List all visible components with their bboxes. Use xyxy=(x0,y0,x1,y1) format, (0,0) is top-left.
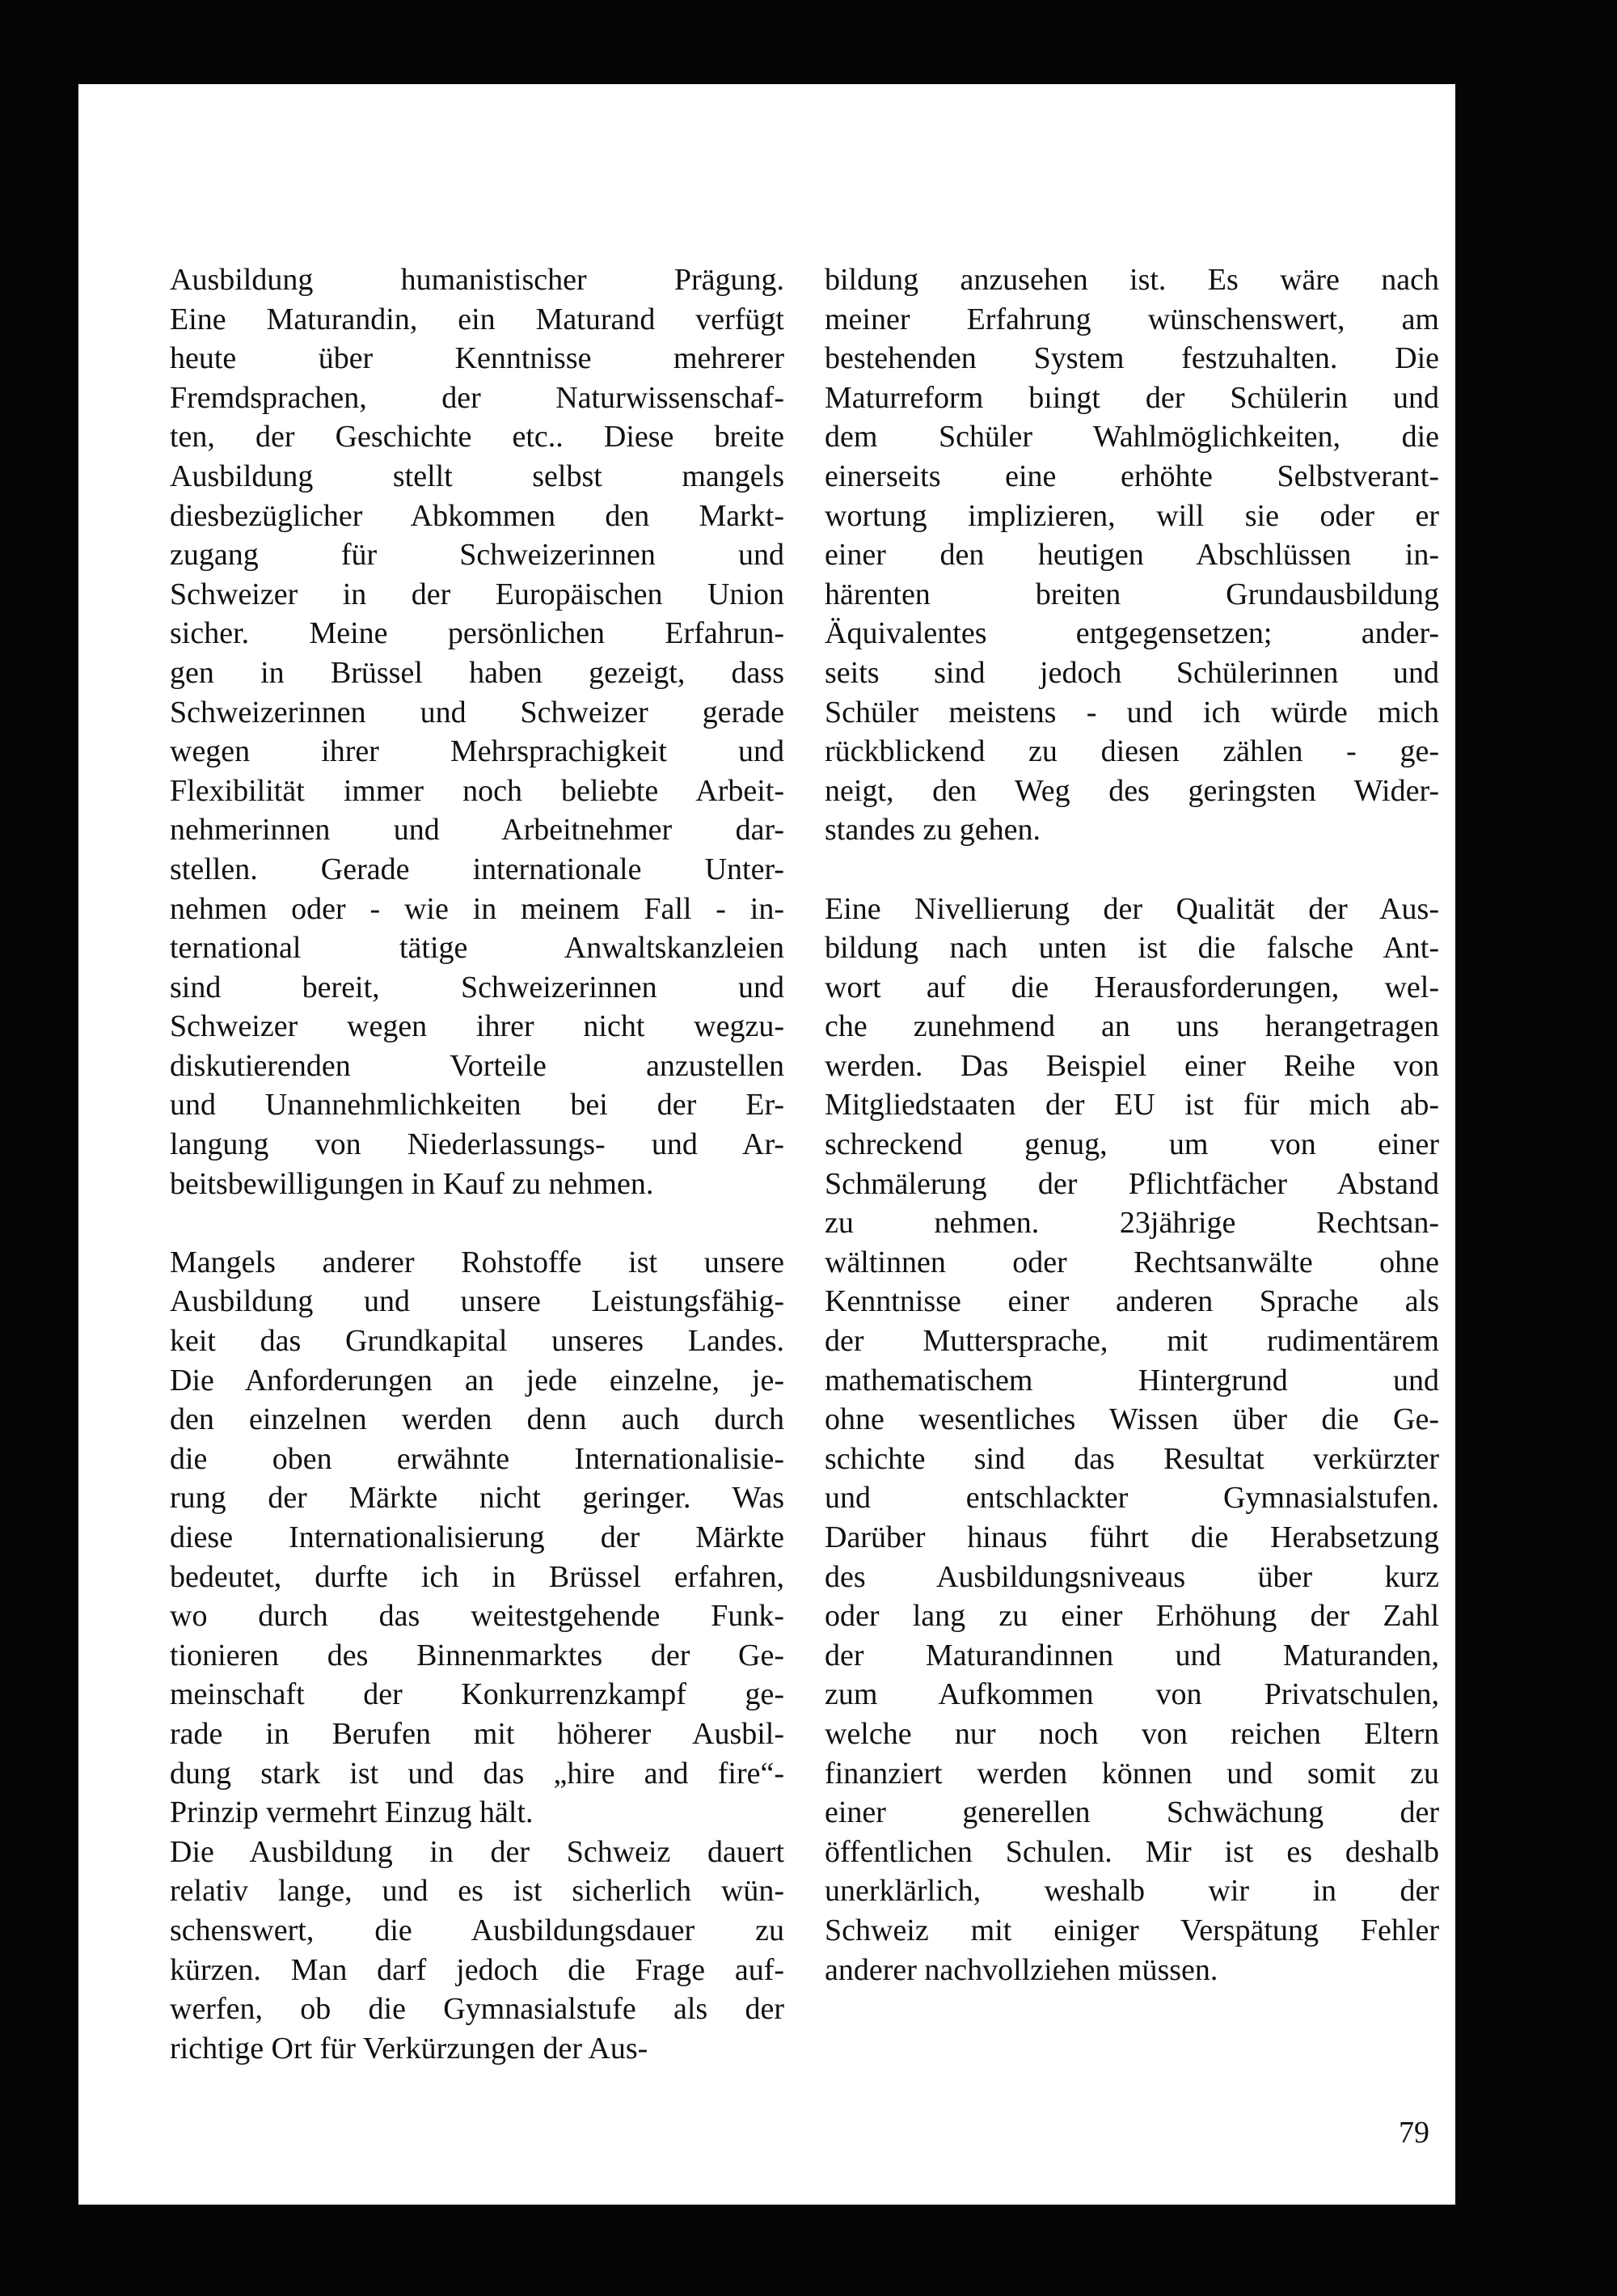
text-line: relativ lange, und es ist sicherlich wün- xyxy=(170,1874,784,1909)
text-line: rung der Märkte nicht geringer. Was xyxy=(170,1481,784,1516)
paragraph xyxy=(170,1833,784,2069)
text-line: rückblickend zu diesen zählen - ge- xyxy=(825,734,1439,769)
text-line: Maturreform bıingt der Schülerin und xyxy=(825,380,1439,415)
text-line: kürzen. Man darf jedoch die Frage auf- xyxy=(170,1952,784,1987)
text-line: ohne wesentliches Wissen über die Ge- xyxy=(825,1402,1439,1437)
text-line: che zunehmend an uns herangetragen xyxy=(825,1009,1439,1044)
text-line: heute über Kenntnisse mehrerer xyxy=(170,341,784,376)
text-line: die oben erwähnte Internationalisie- xyxy=(170,1441,784,1476)
text-line: Fremdsprachen, der Naturwissenschaf- xyxy=(170,380,784,415)
text-line: Schmälerung der Pflichtfächer Abstand xyxy=(825,1166,1439,1201)
text-line: dung stark ist und das „hire and fire“- xyxy=(170,1756,784,1791)
text-line: schichte sind das Resultat verkürzter xyxy=(825,1441,1439,1476)
paragraph xyxy=(825,260,1439,850)
text-line: mathematischem Hintergrund und xyxy=(825,1363,1439,1397)
text-line: einer den heutigen Abschlüssen in- xyxy=(825,538,1439,573)
text-line: schenswert, die Ausbildungsdauer zu xyxy=(170,1913,784,1947)
text-line: seits sind jedoch Schülerinnen und xyxy=(825,655,1439,690)
right-column xyxy=(825,260,1439,1989)
text-line: wältinnen oder Rechtsanwälte ohne xyxy=(825,1245,1439,1279)
text-line: Schweizer wegen ihrer nicht wegzu- xyxy=(170,1009,784,1044)
text-line: werden. Das Beispiel einer Reihe von xyxy=(825,1048,1439,1083)
text-line: bedeutet, durfte ich in Brüssel erfahren, xyxy=(170,1559,784,1594)
text-line: langung von Niederlassungs- und Ar- xyxy=(170,1127,784,1162)
text-line: werfen, ob die Gymnasialstufe als der xyxy=(170,1992,784,2027)
text-line: und Unannehmlichkeiten bei der Er- xyxy=(170,1088,784,1123)
text-line: einerseits eine erhöhte Selbstverant- xyxy=(825,459,1439,493)
text-line: anderer nachvollziehen müssen. xyxy=(825,1952,1218,1987)
document-page xyxy=(78,84,1455,2205)
text-line: Flexibilität immer noch beliebte Arbeit- xyxy=(170,773,784,808)
text-line: Schweiz mit einiger Verspätung Fehler xyxy=(825,1913,1439,1947)
text-line: Ausbildung und unsere Leistungsfähig- xyxy=(170,1284,784,1319)
paragraph-spacer xyxy=(825,850,1439,890)
text-line: sind bereit, Schweizerinnen und xyxy=(170,970,784,1004)
text-line: meiner Erfahrung wünschenswert, am xyxy=(825,302,1439,336)
text-line: sicher. Meine persönlichen Erfahrun- xyxy=(170,616,784,651)
text-line: dem Schüler Wahlmöglichkeiten, die xyxy=(825,420,1439,455)
text-line: härenten breiten Grundausbildung xyxy=(825,577,1439,611)
text-line: beitsbewilligungen in Kauf zu nehmen. xyxy=(170,1166,654,1201)
text-line: finanziert werden können und somit zu xyxy=(825,1756,1439,1791)
text-line: wo durch das weitestgehende Funk- xyxy=(170,1599,784,1634)
text-line: standes zu gehen. xyxy=(825,813,1041,848)
text-line: diese Internationalisierung der Märkte xyxy=(170,1520,784,1554)
text-line: Schweizer in der Europäischen Union xyxy=(170,577,784,611)
text-line: Eine Nivellierung der Qualität der Aus- xyxy=(825,891,1439,926)
text-line: zum Aufkommen von Privatschulen, xyxy=(825,1677,1439,1712)
text-line: schreckend genug, um von einer xyxy=(825,1127,1439,1162)
text-line: öffentlichen Schulen. Mir ist es deshalb xyxy=(825,1834,1439,1869)
text-line: zugang für Schweizerinnen und xyxy=(170,538,784,573)
text-line: des Ausbildungsniveaus über kurz xyxy=(825,1559,1439,1594)
paragraph xyxy=(170,260,784,1203)
text-line: welche nur noch von reichen Eltern xyxy=(825,1716,1439,1751)
text-line: zu nehmen. 23jährige Rechtsan- xyxy=(825,1206,1439,1241)
text-line: den einzelnen werden denn auch durch xyxy=(170,1402,784,1437)
text-line: und entschlackter Gymnasialstufen. xyxy=(825,1481,1439,1516)
text-line: einer generellen Schwächung der xyxy=(825,1795,1439,1830)
text-line: bildung anzusehen ist. Es wäre nach xyxy=(825,263,1439,297)
text-line: tionieren des Binnenmarktes der Ge- xyxy=(170,1638,784,1672)
left-column xyxy=(170,260,784,2068)
page-number: 79 xyxy=(1399,2116,1429,2150)
text-line: Die Anforderungen an jede einzelne, je- xyxy=(170,1363,784,1397)
text-line: Die Ausbildung in der Schweiz dauert xyxy=(170,1834,784,1869)
text-line: nehmen oder - wie in meinem Fall - in- xyxy=(170,891,784,926)
text-line: gen in Brüssel haben gezeigt, dass xyxy=(170,655,784,690)
text-line: Schweizerinnen und Schweizer gerade xyxy=(170,695,784,729)
text-line: diesbezüglicher Abkommen den Markt- xyxy=(170,498,784,533)
text-line: ten, der Geschichte etc.. Diese breite xyxy=(170,420,784,455)
text-line: wegen ihrer Mehrsprachigkeit und xyxy=(170,734,784,769)
text-line: der Muttersprache, mit rudimentärem xyxy=(825,1324,1439,1359)
text-line: Darüber hinaus führt die Herabsetzung xyxy=(825,1520,1439,1554)
text-line: Ausbildung humanistischer Prägung. xyxy=(170,263,784,297)
text-line: unerklärlich, weshalb wir in der xyxy=(825,1874,1439,1909)
text-line: der Maturandinnen und Maturanden, xyxy=(825,1638,1439,1672)
text-line: bildung nach unten ist die falsche Ant- xyxy=(825,931,1439,966)
paragraph xyxy=(825,890,1439,1990)
text-line: Mitgliedstaaten der EU ist für mich ab- xyxy=(825,1088,1439,1123)
text-line: Prinzip vermehrt Einzug hält. xyxy=(170,1795,534,1830)
text-line: Kenntnisse einer anderen Sprache als xyxy=(825,1284,1439,1319)
text-line: rade in Berufen mit höherer Ausbil- xyxy=(170,1716,784,1751)
text-line: stellen. Gerade internationale Unter- xyxy=(170,852,784,886)
text-line: nehmerinnen und Arbeitnehmer dar- xyxy=(170,813,784,848)
text-line: wort auf die Herausforderungen, wel- xyxy=(825,970,1439,1004)
text-line: meinschaft der Konkurrenzkampf ge- xyxy=(170,1677,784,1712)
text-line: Schüler meistens - und ich würde mich xyxy=(825,695,1439,729)
text-line: Eine Maturandin, ein Maturand verfügt xyxy=(170,302,784,336)
text-line: keit das Grundkapital unseres Landes. xyxy=(170,1324,784,1359)
text-line: ternational tätige Anwaltskanzleien xyxy=(170,931,784,966)
text-line: Mangels anderer Rohstoffe ist unsere xyxy=(170,1245,784,1279)
paragraph-spacer xyxy=(170,1203,784,1243)
text-line: richtige Ort für Verkürzungen der Aus- xyxy=(170,2031,648,2066)
text-line: oder lang zu einer Erhöhung der Zahl xyxy=(825,1599,1439,1634)
text-line: diskutierenden Vorteile anzustellen xyxy=(170,1048,784,1083)
text-line: Äquivalentes entgegensetzen; ander- xyxy=(825,616,1439,651)
text-line: bestehenden System festzuhalten. Die xyxy=(825,341,1439,376)
paragraph xyxy=(170,1243,784,1833)
text-line: wortung implizieren, will sie oder er xyxy=(825,498,1439,533)
text-line: Ausbildung stellt selbst mangels xyxy=(170,459,784,493)
text-line: neigt, den Weg des geringsten Wider- xyxy=(825,773,1439,808)
